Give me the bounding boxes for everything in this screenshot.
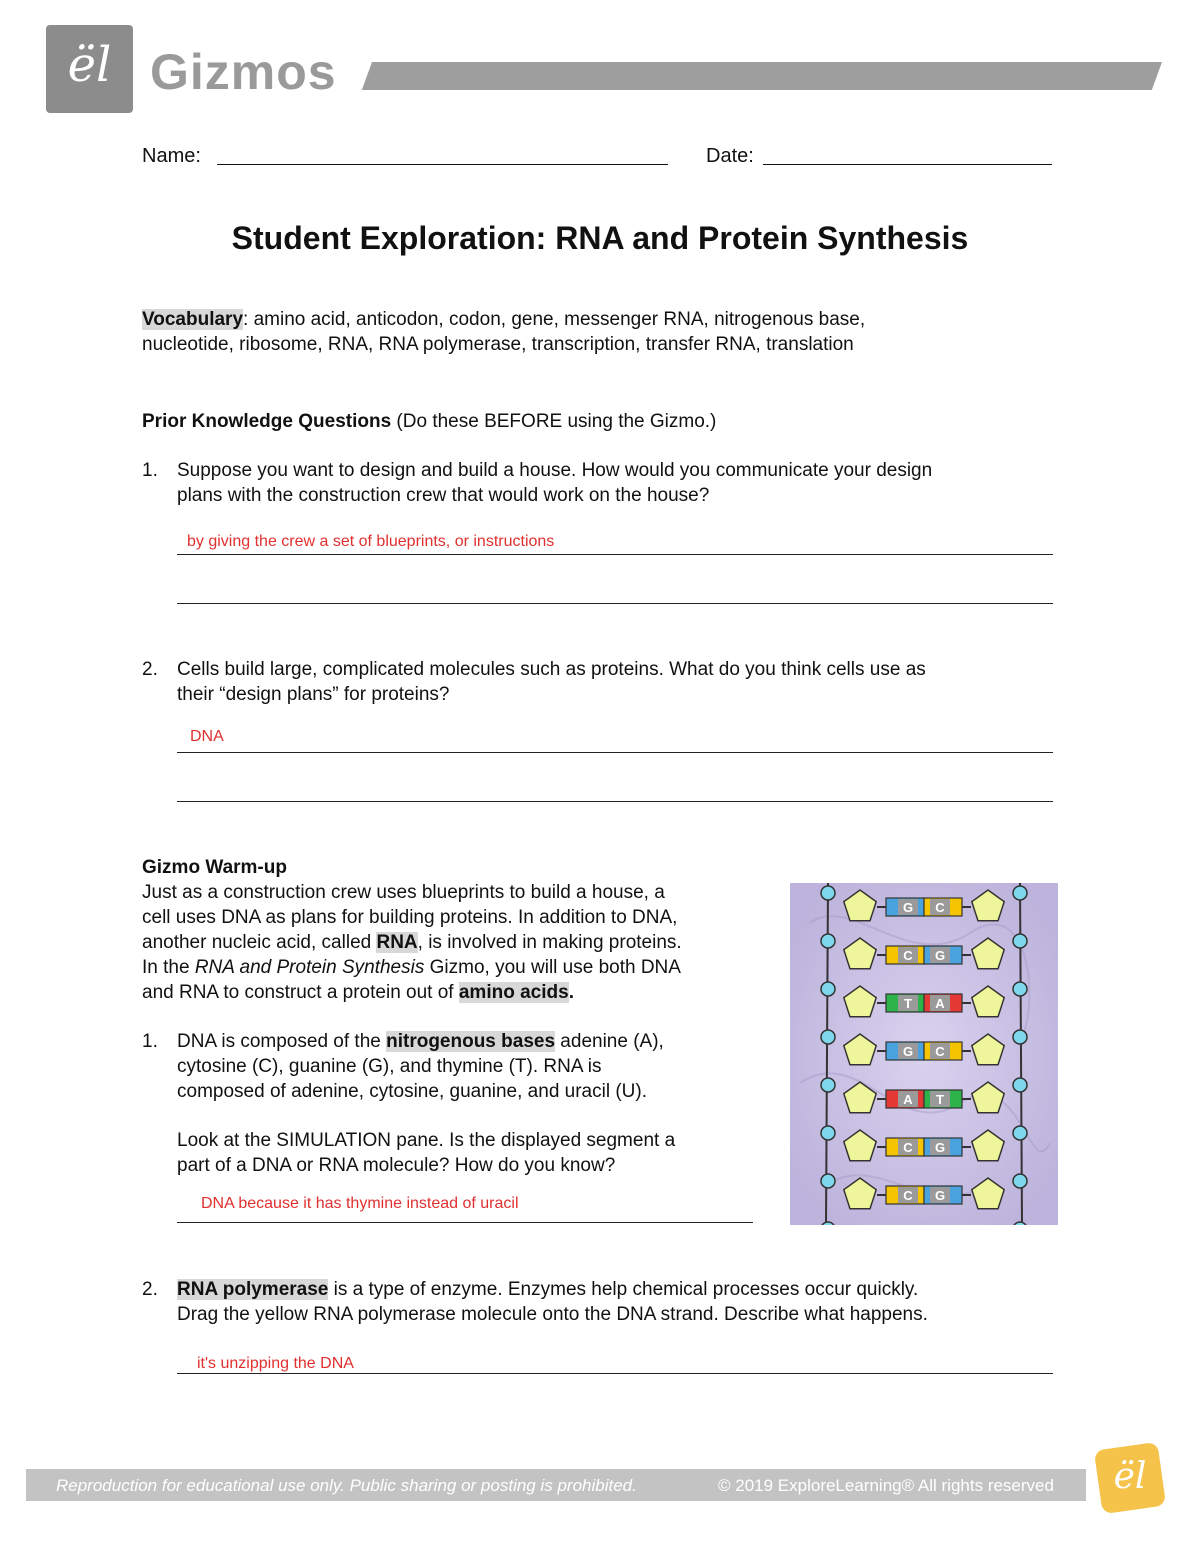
simulation-pane-image [790,883,1058,1225]
phosphate-circle [1013,982,1027,996]
warmup-q1-line-5: part of a DNA or RNA molecule? How do you know? [177,1155,616,1176]
term-rna: RNA [376,932,418,953]
warmup-q1-number: 1. [142,1031,158,1052]
date-label: Date: [706,145,754,167]
prior-note: (Do these BEFORE using the Gizmo.) [391,411,717,432]
warmup-q2-line-2: Drag the yellow RNA polymerase molecule onto the DNA strand. Describe what happens. [177,1304,928,1325]
base-letter-right: A [935,996,945,1011]
phosphate-circle [821,982,835,996]
warmup-line-5 [142,980,574,1005]
header-bar [362,62,1162,90]
vocabulary-line-1 [142,307,865,332]
term-amino-acids: amino acids [458,982,569,1003]
base-letter-right: C [935,1044,945,1059]
name-label: Name: [142,145,201,167]
base-letter-left: C [903,1188,913,1203]
phosphate-circle [1013,934,1027,948]
warmup-line-3 [142,930,682,955]
warmup-text: adenine (A), [555,1031,664,1052]
warmup-q2-answer[interactable]: it's unzipping the DNA [197,1355,354,1372]
prior-q2-line-2: their “design plans” for proteins? [177,684,450,705]
phosphate-circle [821,934,835,948]
phosphate-circle [1013,1126,1027,1140]
base-letter-left: A [903,1092,913,1107]
date-field[interactable] [763,164,1052,165]
phosphate-circle [821,1126,835,1140]
warmup-text: In the [142,957,195,978]
phosphate-circle [821,1030,835,1044]
phosphate-circle [1013,1078,1027,1092]
base-letter-right: G [934,948,946,963]
base-letter-left: G [902,900,914,915]
warmup-q2-line-1 [177,1277,918,1302]
vocabulary-terms-1: : amino acid, anticodon, codon, gene, messenger RNA, nitrogenous base, [243,309,866,330]
footer-logo-glyph: ël [1113,1456,1147,1497]
logo-glyph: ël [67,37,112,93]
answer-line [177,1222,753,1223]
answer-line [177,554,1053,555]
base-letter-right: T [936,1092,944,1107]
answer-line [177,1373,1053,1374]
phosphate-circle [821,886,835,900]
page-title: Student Exploration: RNA and Protein Synthesis [231,220,969,256]
base-letter-left: G [902,1044,914,1059]
term-rna-polymerase: RNA polymerase [177,1279,329,1300]
prior-q1-line-1: Suppose you want to design and build a house. How would you communicate your design [177,460,933,481]
prior-q2-number: 2. [142,659,158,680]
phosphate-circle [821,1078,835,1092]
brand-name: Gizmos [150,44,337,100]
answer-line [177,603,1053,604]
answer-line [177,801,1053,802]
dna-diagram [790,883,1058,1225]
base-letter-left: T [904,996,912,1011]
prior-q1-answer[interactable]: by giving the crew a set of blueprints, or instructions [187,533,555,550]
base-letter-right: C [935,900,945,915]
warmup-q1-answer[interactable]: DNA because it has thymine instead of uracil [201,1195,519,1212]
base-letter-left: C [903,948,913,963]
warmup-text: is a type of enzyme. Enzymes help chemical processes occur quickly. [328,1279,919,1300]
warmup-line-2: cell uses DNA as plans for building proteins. In addition to DNA, [142,907,678,928]
phosphate-circle [1013,1174,1027,1188]
warmup-text: and RNA to construct a protein out of [142,982,459,1003]
prior-q2-line-1: Cells build large, complicated molecules such as proteins. What do you think cells use as [177,659,926,680]
base-letter-left: C [903,1140,913,1155]
footer-copyright: © 2019 ExploreLearning® All rights reserved [718,1476,1054,1495]
phosphate-circle [1013,886,1027,900]
warmup-q2-number: 2. [142,1279,158,1300]
warmup-text: , is involved in making proteins. [417,932,682,953]
phosphate-circle [1013,1030,1027,1044]
prior-heading-text: Prior Knowledge Questions [142,411,392,432]
warmup-line-1: Just as a construction crew uses blueprints to build a house, a [142,882,665,903]
base-letter-right: G [934,1140,946,1155]
warmup-q1-line-1 [177,1029,664,1054]
warmup-q1-line-2: cytosine (C), guanine (G), and thymine (T). RNA is [177,1056,602,1077]
prior-q1-line-2: plans with the construction crew that would work on the house? [177,485,710,506]
vocabulary-line-2: nucleotide, ribosome, RNA, RNA polymerase, transcription, transfer RNA, translation [142,334,854,355]
phosphate-circle [821,1174,835,1188]
vocabulary-label: Vocabulary [142,309,244,330]
base-letter-right: G [934,1188,946,1203]
warmup-text: Gizmo, you will use both DNA [424,957,681,978]
prior-q2-answer[interactable]: DNA [190,728,224,745]
warmup-text: another nucleic acid, called [142,932,377,953]
warmup-text: . [568,982,574,1003]
prior-q1-number: 1. [142,460,158,481]
footer-notice: Reproduction for educational use only. Public sharing or posting is prohibited. [56,1476,637,1495]
prior-knowledge-heading [142,409,716,434]
warmup-heading: Gizmo Warm-up [142,857,287,878]
warmup-text: DNA is composed of the [177,1031,387,1052]
warmup-q1-line-3: composed of adenine, cytosine, guanine, and uracil (U). [177,1081,647,1102]
warmup-line-4 [142,955,681,980]
gizmo-name: RNA and Protein Synthesis [194,957,425,978]
term-nitrogenous-bases: nitrogenous bases [386,1031,556,1052]
answer-line [177,752,1053,753]
name-field[interactable] [217,164,668,165]
warmup-q1-line-4: Look at the SIMULATION pane. Is the displayed segment a [177,1130,676,1151]
